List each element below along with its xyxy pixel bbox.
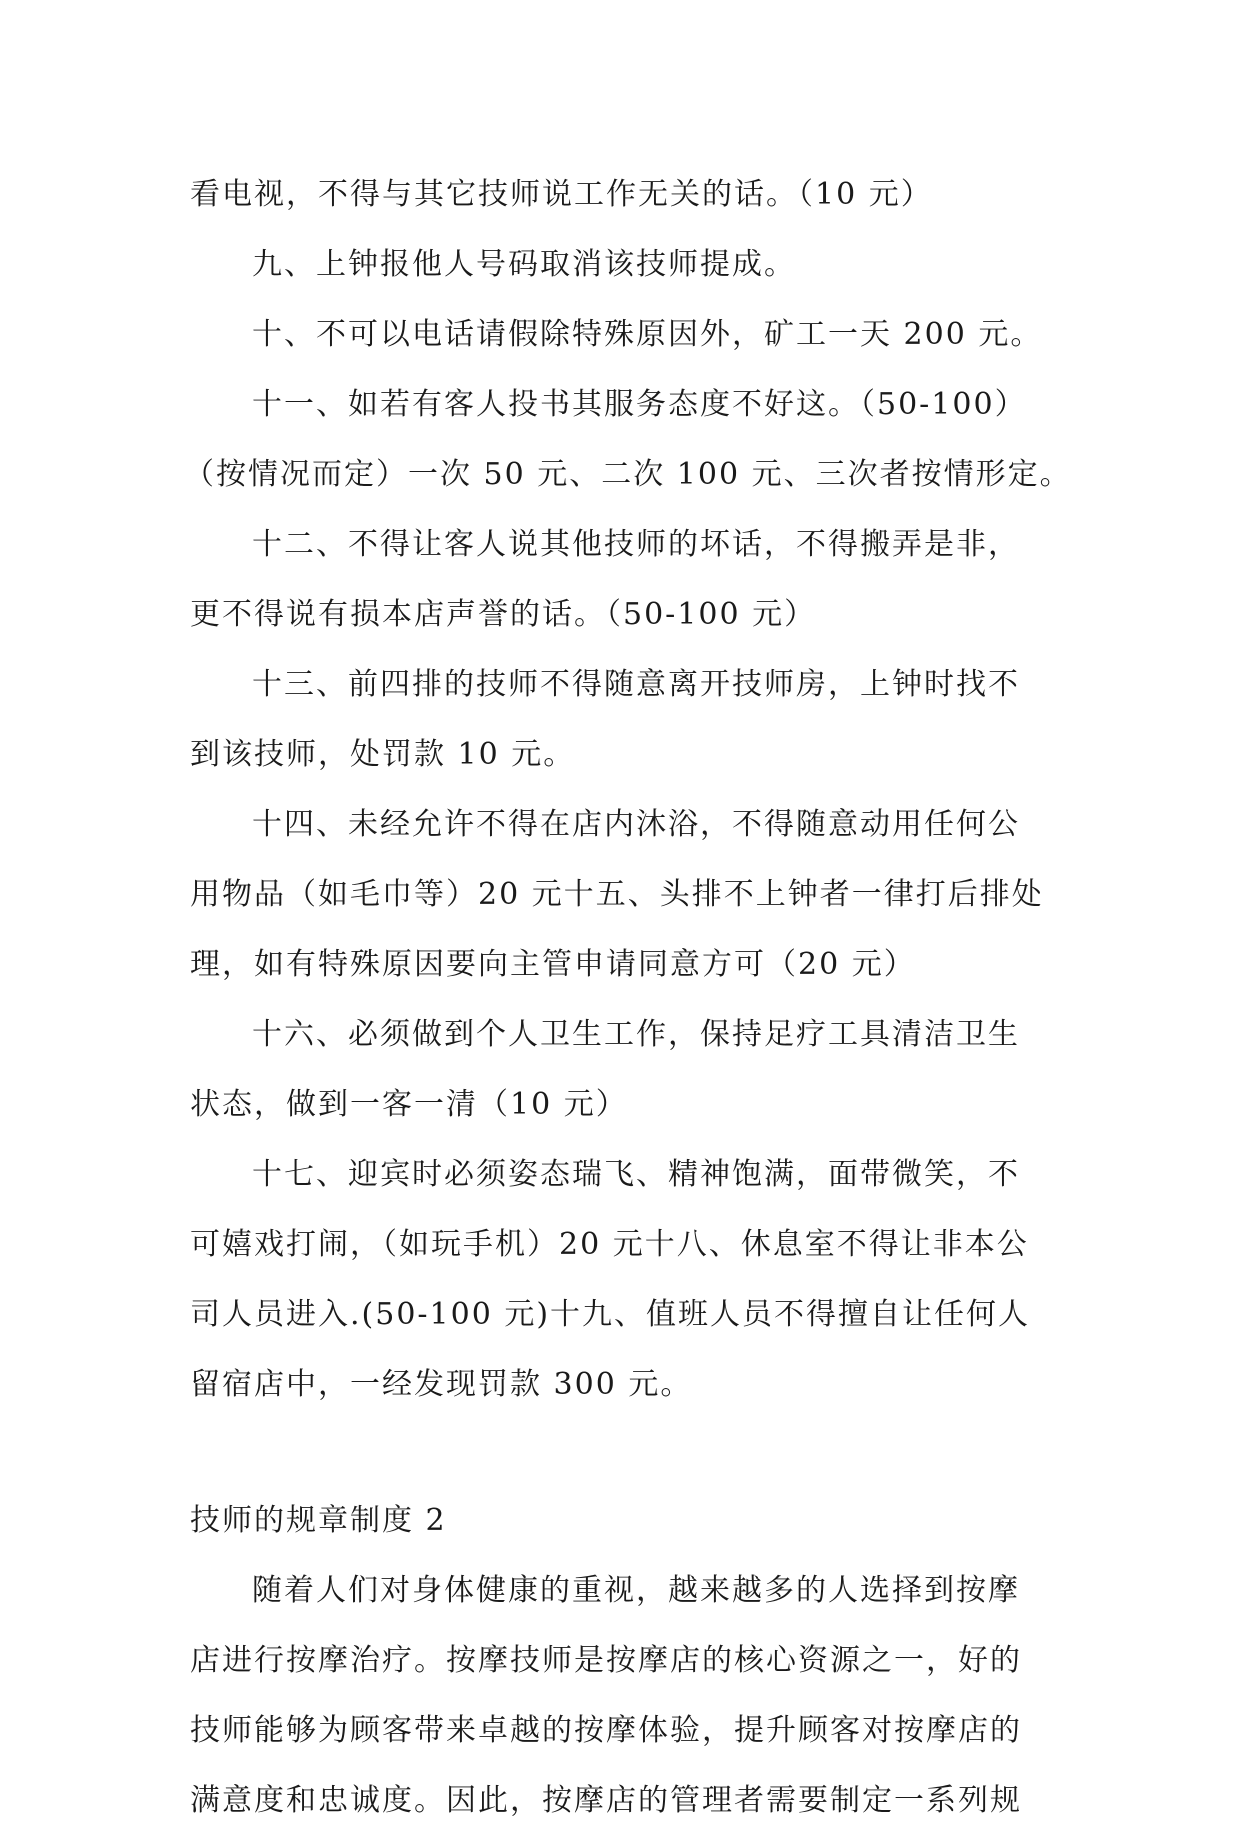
body-line: （按情况而定）一次 50 元、二次 100 元、三次者按情形定。 — [184, 457, 1072, 492]
body-line: 留宿店中，一经发现罚款 300 元。 — [190, 1367, 693, 1402]
rule-10: 十、不可以电话请假除特殊原因外，矿工一天 200 元。 — [252, 317, 1043, 352]
rule-16: 十六、必须做到个人卫生工作，保持足疗工具清洁卫生 — [252, 1017, 1020, 1052]
rule-17: 十七、迎宾时必须姿态瑞飞、精神饱满，面带微笑，不 — [252, 1157, 1020, 1192]
rule-11: 十一、如若有客人投书其服务态度不好这。（50-100） — [252, 387, 1027, 422]
document-body — [184, 160, 1072, 1836]
body-line: 理，如有特殊原因要向主管申请同意方可（20 元） — [190, 947, 916, 982]
section-spacer — [190, 1420, 1050, 1486]
paragraph-line: 技师能够为顾客带来卓越的按摩体验，提升顾客对按摩店的 — [190, 1713, 1022, 1748]
body-line: 状态，做到一客一清（10 元） — [190, 1087, 628, 1122]
rule-13: 十三、前四排的技师不得随意离开技师房，上钟时找不 — [252, 667, 1020, 702]
body-line: 到该技师，处罚款 10 元。 — [190, 737, 576, 772]
body-line: 可嬉戏打闹，（如玩手机）20 元十八、休息室不得让非本公 — [190, 1227, 1029, 1262]
section-heading: 技师的规章制度 2 — [190, 1503, 447, 1538]
body-line: 司人员进入.(50-100 元)十九、值班人员不得擅自让任何人 — [190, 1297, 1031, 1332]
body-line: 看电视，不得与其它技师说工作无关的话。（10 元） — [190, 177, 933, 212]
paragraph-line: 随着人们对身体健康的重视，越来越多的人选择到按摩 — [252, 1573, 1020, 1608]
body-line: 用物品（如毛巾等）20 元十五、头排不上钟者一律打后排处 — [190, 877, 1044, 912]
rule-9: 九、上钟报他人号码取消该技师提成。 — [252, 247, 796, 282]
body-line: 更不得说有损本店声誉的话。（50-100 元） — [190, 597, 817, 632]
paragraph-line: 满意度和忠诚度。因此，按摩店的管理者需要制定一系列规 — [190, 1783, 1022, 1818]
rule-14: 十四、未经允许不得在店内沐浴，不得随意动用任何公 — [252, 807, 1020, 842]
paragraph-line: 店进行按摩治疗。按摩技师是按摩店的核心资源之一，好的 — [190, 1643, 1022, 1678]
rule-12: 十二、不得让客人说其他技师的坏话，不得搬弄是非， — [252, 527, 1020, 562]
